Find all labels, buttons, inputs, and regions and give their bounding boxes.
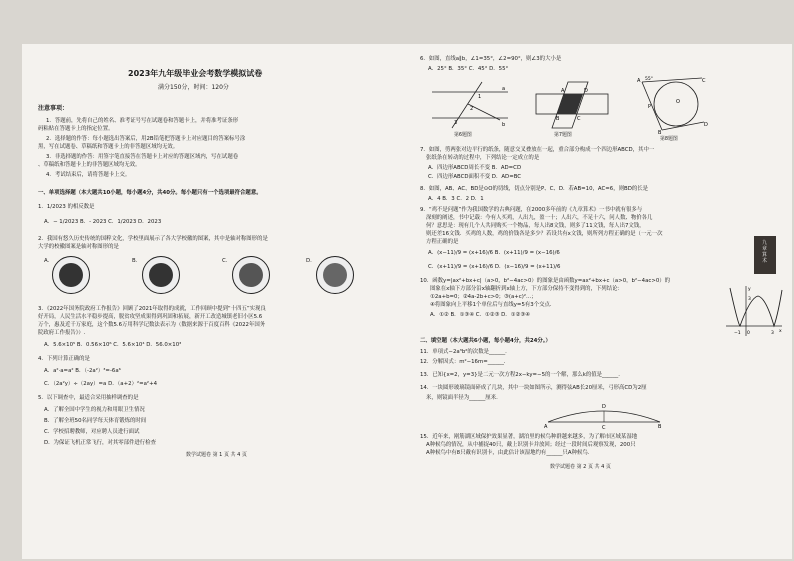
q3: 3．《2022年国务院政府工作报告》回顾了2021年取得的成就，工作回顾中提到“十四五”实现良 [38,306,266,312]
q10d: ④将图象向上平移1个单位后与直线y=5有3个交点． [430,302,556,308]
q7: 7．如图，剪两张对边平行的纸条，随意交叉叠放在一起，重合部分构成一个四边形ABCD，其中一 [420,147,655,153]
q8: 8．如图，AB、AC、BD是⊙O的切线，切点分别是P、C、D．若AB=10，AC=6，则BD的长是 [420,186,649,192]
q4-options-cd: C．（2a²y）÷（2ay）=a D．（a+2）²=a²+4 [44,381,158,387]
q2: 2．我国有悠久历史传统的国粹文化，学校里面展示了各大学校徽的图案，其中是轴对称图形的是 [38,236,268,242]
svg-text:C: C [702,78,706,84]
q13: 13．已知{x=2，y=3}是二元一次方程2x−ky=−5的一个解，那么k的值是______. [420,372,620,378]
q9e: 方程正确的是 [426,239,459,245]
q4-options-ab: A．a²·a=a² B．（-2a²）³=-6a⁶ [44,368,121,374]
svg-text:B: B [658,424,662,430]
q4: 4．下列计算正确的是 [38,356,90,362]
section-2-heading: 二、填空题（本大题共6小题，每小题4分，共24分。） [420,338,551,344]
note-1: 1．答题前，先将自己的姓名、准考证号写在试题卷和答题卡上，并将准考证条形 [46,118,239,124]
svg-text:C: C [602,425,606,430]
svg-text:D: D [602,404,606,410]
q2-option-b: B. [132,258,138,264]
q6: 6．如图，直线a∥b，∠1=35°，∠2=90°，则∠3的大小是 [420,56,562,62]
q12: 12．分解因式：m²−16m=______. [420,359,506,365]
q10c: ①2a+b=0；②4a-2b+c>0；③(a+c)²...； [430,294,537,300]
q5: 5．以下调查中，最适合采用抽样调查的是 [38,395,139,401]
svg-text:B: B [658,130,662,134]
svg-text:D: D [584,88,588,94]
svg-text:A: A [544,424,548,430]
jiuzhang-suanshu-book-image [754,236,776,274]
q9d: 则还差16文钱．买鸡的人数，鸡的价钱各是多少？若设共有x文钱，则所列方程正确的是（一元一次 [426,231,663,237]
label-a: a [502,86,506,92]
exam-sheet [22,44,792,559]
q1: 1．1/2023 的相反数是 [38,204,95,210]
q5-option-d: D．为保证飞机正常飞行，对其零部件进行检查 [44,440,156,446]
q7-options-ab: A．四边形ABCD周长不变 B．AD=CD [428,165,522,171]
note-2: 2．选择题的作答：每小题选出答案后，用2B铅笔把答题卡上对应题目的答案标号涂 [46,136,246,142]
curve [730,288,782,326]
figure-8 [632,72,712,134]
svg-text:−1: −1 [734,331,741,336]
university-emblem-b [142,256,180,294]
svg-text:3: 3 [771,331,774,336]
q8-options: A．4 B．3 C．2 D．1 [428,196,484,202]
q3c: 万个，惠及近千万家庭，这个数5.6万用科学记数法表示为（数据来源于百度百科《2022年国务 [38,322,266,328]
svg-text:C: C [577,116,581,122]
note-1b: 码粘贴在答题卡上的指定位置。 [38,126,114,132]
figure-7-caption: 第7题图 [554,132,572,138]
page-2-footer: 数学试题卷 第 2 页 共 4 页 [550,464,611,470]
figure-6 [430,80,510,130]
university-emblem-d [316,256,354,294]
figure-8-caption: 第8题图 [660,136,678,142]
university-emblem-a [52,256,90,294]
svg-text:D: D [704,122,708,128]
label-3: 3 [454,120,458,126]
svg-text:x: x [779,329,782,334]
q15c: A种候鸟中有8只戴有识别卡，由此估计该湿地约有______只A种候鸟. [426,450,590,456]
q15: 15．近年来，剐筋湖区域保护效果显著，湖泊里的候鸟种群越来越多，为了解市区域某湿地 [420,434,638,440]
university-emblem-c [232,256,270,294]
q6-options: A．25° B．35° C．45° D．55° [428,66,509,72]
q7-options-cd: C．四边形ABCD面积不变 D．AD=BC [428,174,522,180]
q10-options: A．①② B．①③④ C．①②③ D．①②③④ [430,312,530,318]
q5-option-c: C．学校招聘教师，对应聘人员进行面试 [44,429,140,435]
q2-option-c: C. [222,258,228,264]
note-2b: 黑，写在试题卷、草稿纸和答题卡上的非答题区域均无效。 [38,144,179,150]
note-4: 4．考试结束后，请将答题卡上交。 [46,172,131,178]
q14b: 米，则镜面半径为______厘米. [426,395,498,401]
exam-title: 2023年九年级毕业会考数学模拟试卷 [128,69,263,78]
figure-6-caption: 第6题图 [454,132,472,138]
label-1: 1 [478,94,482,100]
q14: 14．一块圆形玻璃镜面碎成了几块，其中一块如图所示，测得弦AB长20厘米，弓形高CD为2厘 [420,385,647,391]
q5-option-a: A．了解全国中学生的视力和用眼卫生情况 [44,407,145,413]
q3-options: A．5.6×10⁵ B．0.56×10⁶ C．5.6×10⁴ D．56.0×10³ [44,342,182,348]
note-3b: 、草稿纸和答题卡上的非答题区域均无效。 [38,162,141,168]
q10: 10．函数y=|ax²+bx+c|（a>0，b²−4ac>0）的图象是由函数y=ax²+bx+c（a>0，b²−4ac>0）的 [420,278,671,284]
q2b: 大学的校徽图案是轴对称图形的是 [38,244,119,250]
svg-text:3: 3 [748,297,751,302]
q9: 9．“鸡不是问题”作为我国数学的古典问题，在2000多年前的《九章算术》一书中就有很多与 [420,207,643,213]
q9b: 深刻的阐述，书中记载：今有人买鸡，人出九，盈一十；人出六，不足十六，问人数、物价各几 [426,215,653,221]
note-3: 3．非选择题的作答：用签字笔直接答在答题卡上对应的答题区域内，写在试题卷 [46,154,239,160]
q9-options-ab: A．(x−11)/9 = (x+16)/6 B．(x+11)/9 = (x−16)/6 [428,250,560,256]
figure-7 [532,80,612,130]
q11: 11．单项式−2a³b²的次数是______. [420,349,507,355]
svg-text:0: 0 [747,331,750,336]
q7b: 张纸条在转动的过程中，下列结论一定成立的是 [426,155,540,161]
q15b: A种候鸟的情况，从中捕捉40只，戴上识别卡并放回；经过一段时间后观察发现，200只 [426,442,636,448]
figure-10-graph [724,284,784,338]
label-2: 2 [470,106,474,112]
exam-subtitle: 满分150分，时间：120分 [158,84,229,91]
book-title: 九章算术 [762,240,768,264]
overlap-abcd [557,94,583,114]
q9-options-cd: C．(x+11)/9 = (x+16)/6 D．(x−16)/9 = (x+11)/6 [428,264,561,270]
q10b: 图象在x轴下方部分沿x轴翻折到x轴上方，下方部分保持不变得到的，下列结论： [430,286,623,292]
svg-text:y: y [748,287,751,292]
section-1-heading: 一、单项选择题（本大题共10小题，每小题4分，共40分。每小题只有一个选项最符合题意。 [38,190,262,196]
q9c: 何？意思是：现有几个人共同购买一个物品，每人出8文钱，则多了11文钱，每人出7文钱， [426,223,645,229]
notes-heading: 注意事项： [38,105,69,112]
q2-option-a: A. [44,258,50,264]
figure-14-arc [544,396,664,430]
q3d: 院政府工作报告》）. [38,330,86,336]
q2-option-d: D. [306,258,312,264]
svg-text:B: B [556,116,560,122]
page-1-footer: 数学试题卷 第 1 页 共 4 页 [186,452,247,458]
q1-options: A．− 1/2023 B．- 2023 C．1/2023 D．2023 [44,219,162,225]
svg-text:P: P [648,104,652,110]
svg-text:55°: 55° [645,77,653,82]
q3b: 好开局，人民生活水平稳步提高，脱贫攻坚成果得到巩固和拓展，新开工改造城镇老旧小区5.6 [38,314,263,320]
svg-text:O: O [676,99,680,105]
svg-text:A: A [637,78,641,84]
q5-option-b: B．了解全班50名同学每天体育锻炼的时间 [44,418,147,424]
svg-text:A: A [561,88,565,94]
label-b: b [502,122,506,128]
